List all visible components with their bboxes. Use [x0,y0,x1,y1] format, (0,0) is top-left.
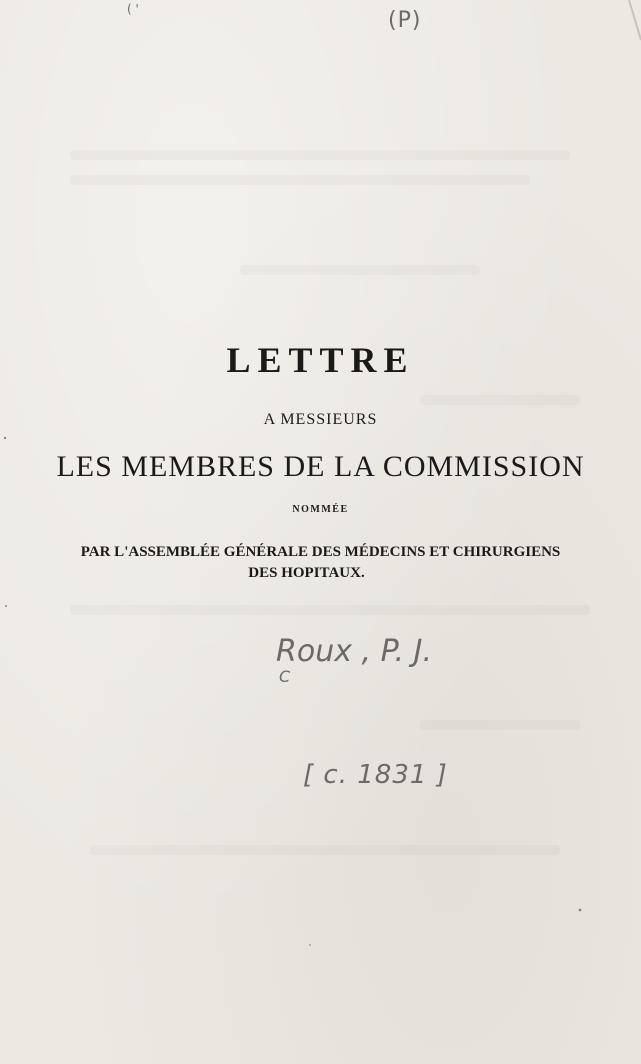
handwritten-author: Roux , P. J. [276,634,432,669]
pencil-mark-top-left: ( ' [127,2,139,16]
handwritten-date: [ c. 1831 ] [303,760,448,790]
paper-speck [4,437,6,439]
document-title: LETTRE [226,340,415,380]
hospitals-line: DES HOPITAUX. [248,565,365,581]
assembly-line: PAR L'ASSEMBLÉE GÉNÉRALE DES MÉDECINS ET CHIRURGIENS [80,544,561,560]
handwritten-initial: C [279,667,291,686]
paper-speck [309,944,311,946]
nominated-line: NOMMÉE [292,504,349,515]
page-edge-fold [629,0,641,40]
recipient-line: LES MEMBRES DE LA COMMISSION [56,450,585,483]
paper-speck [579,909,582,912]
pencil-mark-top: (P) [388,8,422,33]
paper-speck [5,605,7,607]
address-line: A MESSIEURS [263,411,378,428]
